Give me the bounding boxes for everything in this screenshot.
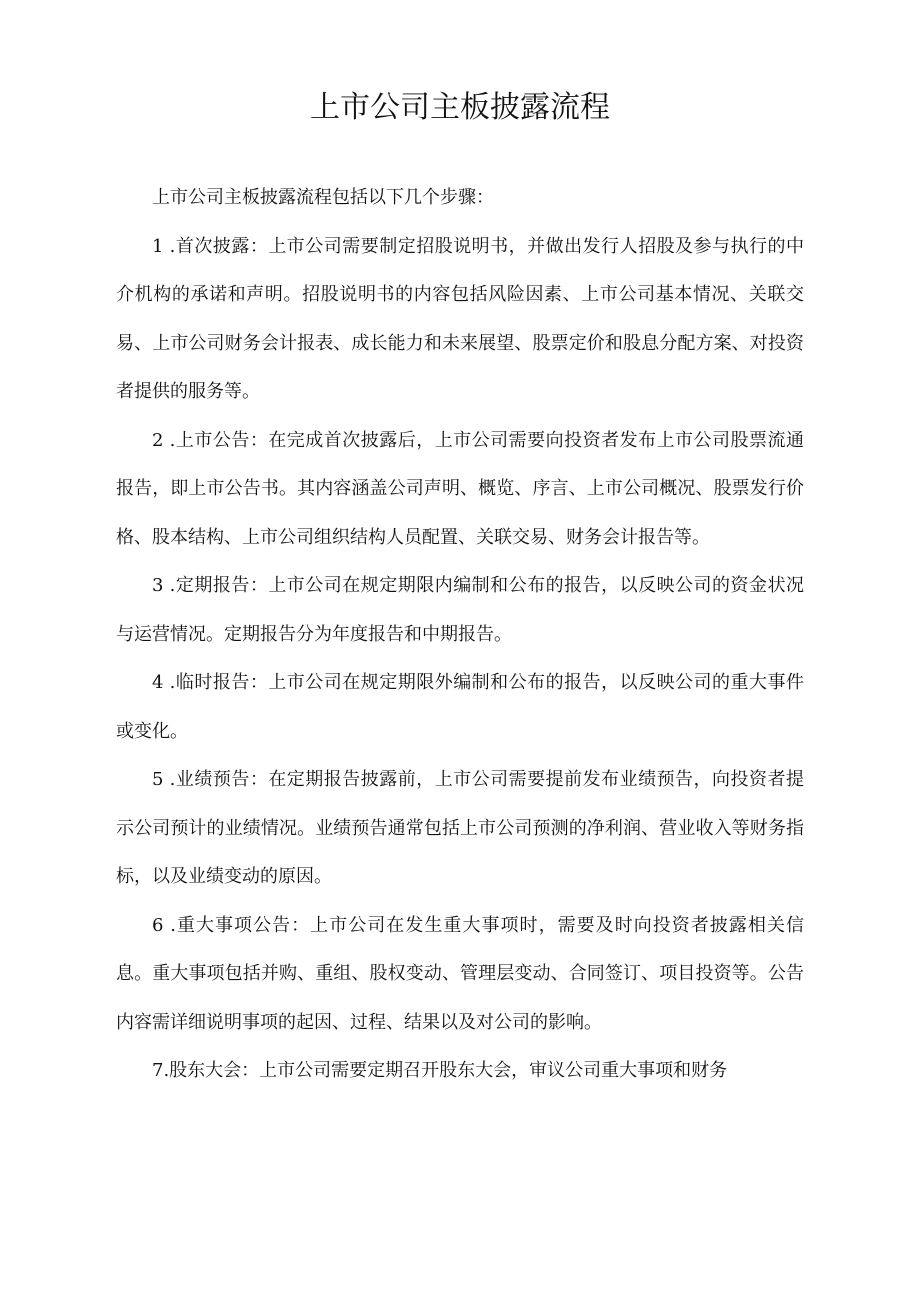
step-7-paragraph: 7.股东大会：上市公司需要定期召开股东大会，审议公司重大事项和财务 bbox=[152, 1060, 728, 1081]
step-6-paragraph: 6 .重大事项公告：上市公司在发生重大事项时，需要及时向投资者披露相关信息。重大事项包括并购、重组、股权变动、管理层变动、合同签订、项目投资等。公告内容需详细说明事项的起因、过程、结果以及对公司的影响。 bbox=[116, 914, 804, 1033]
step-5-paragraph: 5 .业绩预告：在定期报告披露前，上市公司需要提前发布业绩预告，向投资者提示公司预计的业绩情况。业绩预告通常包括上市公司预测的净利润、营业收入等财务指标，以及业绩变动的原因。 bbox=[116, 769, 804, 887]
document-title: 上市公司主板披露流程 bbox=[310, 90, 610, 125]
step-3-paragraph: 3 .定期报告：上市公司在规定期限内编制和公布的报告，以反映公司的资金状况与运营情况。定期报告分为年度报告和中期报告。 bbox=[116, 575, 804, 645]
step-4-paragraph: 4 .临时报告：上市公司在规定期限外编制和公布的报告，以反映公司的重大事件或变化。 bbox=[116, 672, 804, 742]
step-2-paragraph: 2 .上市公告：在完成首次披露后，上市公司需要向投资者发布上市公司股票流通报告，即上市公告书。其内容涵盖公司声明、概览、序言、上市公司概况、股票发行价格、股本结构、上市公司组织结构人员配置、关联交易、财务会计报告等。 bbox=[116, 429, 804, 548]
intro-paragraph: 上市公司主板披露流程包括以下几个步骤： bbox=[152, 187, 494, 208]
step-1-paragraph: 1 .首次披露：上市公司需要制定招股说明书，并做出发行人招股及参与执行的中介机构的承诺和声明。招股说明书的内容包括风险因素、上市公司基本情况、关联交易、上市公司财务会计报表、成长能力和未来展望、股票定价和股息分配方案、对投资者提供的服务等。 bbox=[116, 235, 804, 402]
